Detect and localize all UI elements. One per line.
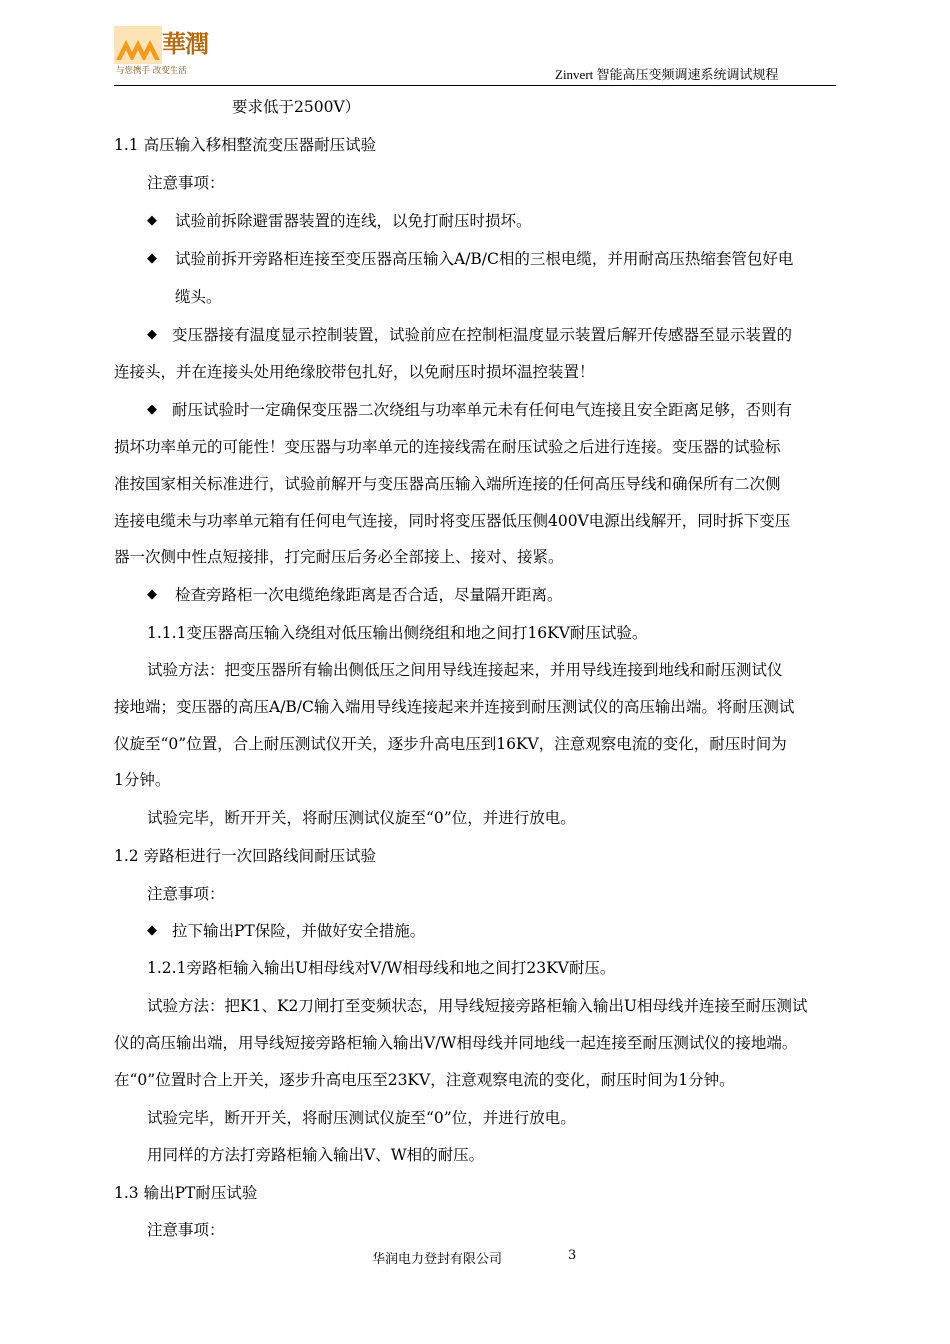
- diamond-bullet-icon: ◆: [147, 402, 157, 417]
- text-line: 连接头，并在连接头处用绝缘胶带包扎好，以免耐压时损坏温控装置！: [114, 363, 595, 381]
- logo-slogan: 与您携手 改变生活: [116, 66, 187, 76]
- notes-label: 注意事项：: [147, 885, 225, 903]
- diamond-bullet-icon: ◆: [147, 327, 157, 342]
- document-header-title: Zinvert 智能高压变频调速系统调试规程: [555, 67, 779, 82]
- text-line: 损坏功率单元的可能性！变压器与功率单元的连接线需在耐压试验之后进行连接。变压器的试验标: [114, 438, 781, 456]
- text-line: 准按国家相关标准进行，试验前解开与变压器高压输入端所连接的任何高压导线和确保所有二次侧: [114, 475, 781, 493]
- bullet-item: 试验前拆开旁路柜连接至变压器高压输入A/B/C相的三根电缆，并用耐高压热缩套管包好电: [175, 250, 794, 268]
- diamond-bullet-icon: ◆: [147, 923, 157, 938]
- page-number: 3: [568, 1248, 577, 1263]
- bullet-item: 试验前拆除避雷器装置的连线，以免打耐压时损坏。: [175, 212, 532, 230]
- section-heading-1-2: 1.2 旁路柜进行一次回路线间耐压试验: [114, 847, 377, 865]
- bullet-item: 拉下输出PT保险，并做好安全措施。: [172, 922, 426, 940]
- text-line: 器一次侧中性点短接排，打完耐压后务必全部接上、接对、接紧。: [114, 548, 564, 566]
- text-line: 1分钟。: [114, 771, 171, 789]
- text-line: 仪旋至“0”位置，合上耐压测试仪开关，逐步升高电压到16KV，注意观察电流的变化，耐压时间为: [114, 735, 787, 753]
- diamond-bullet-icon: ◆: [147, 587, 157, 602]
- text-line: 要求低于2500V）: [232, 98, 361, 116]
- bullet-item: 耐压试验时一定确保变压器二次绕组与功率单元未有任何电气连接且安全距离足够，否则有: [172, 401, 793, 419]
- notes-label: 注意事项：: [147, 174, 225, 192]
- notes-label: 注意事项：: [147, 1221, 225, 1239]
- text-line: 连接电缆未与功率单元箱有任何电气连接，同时将变压器低压侧400V电源出线解开，同时拆下变压: [114, 512, 791, 530]
- text-line: 试验方法：把K1、K2刀闸打至变频状态，用导线短接旁路柜输入输出U相母线并连接至耐压测试: [147, 997, 808, 1015]
- text-line: 缆头。: [175, 288, 222, 306]
- footer-company: 华润电力登封有限公司: [372, 1252, 503, 1267]
- header-divider: [114, 85, 836, 86]
- text-line: 试验完毕，断开开关，将耐压测试仪旋至“0”位，并进行放电。: [147, 809, 576, 827]
- text-line: 试验完毕，断开开关，将耐压测试仪旋至“0”位，并进行放电。: [147, 1109, 576, 1127]
- diamond-bullet-icon: ◆: [147, 213, 157, 228]
- company-logo: [114, 24, 226, 76]
- text-line: 仪的高压输出端，用导线短接旁路柜输入输出V/W相母线并同地线一起连接至耐压测试仪的接地端。: [114, 1034, 798, 1052]
- text-line: 接地端；变压器的高压A/B/C输入端用导线连接起来并连接到耐压测试仪的高压输出端。将耐压测试: [114, 698, 795, 716]
- subsection-heading-1-1-1: 1.1.1变压器高压输入绕组对低压输出侧绕组和地之间打16KV耐压试验。: [147, 624, 648, 642]
- logo-wordmark: 華潤: [162, 29, 208, 58]
- section-heading-1-3: 1.3 输出PT耐压试验: [114, 1184, 258, 1202]
- text-line: 用同样的方法打旁路柜输入输出V、W相的耐压。: [147, 1146, 485, 1164]
- bullet-item: 检查旁路柜一次电缆绝缘距离是否合适，尽量隔开距离。: [175, 586, 563, 604]
- text-line: 在“0”位置时合上开关，逐步升高电压至23KV，注意观察电流的变化，耐压时间为1分钟。: [114, 1071, 735, 1089]
- subsection-heading-1-2-1: 1.2.1旁路柜输入输出U相母线对V/W相母线和地之间打23KV耐压。: [147, 959, 616, 977]
- mountain-logo-icon: [114, 26, 162, 66]
- diamond-bullet-icon: ◆: [147, 251, 157, 266]
- section-heading-1-1: 1.1 高压输入移相整流变压器耐压试验: [114, 136, 377, 154]
- bullet-item: 变压器接有温度显示控制装置，试验前应在控制柜温度显示装置后解开传感器至显示装置的: [172, 326, 793, 344]
- text-line: 试验方法：把变压器所有输出侧低压之间用导线连接起来，并用导线连接到地线和耐压测试仪: [147, 661, 783, 679]
